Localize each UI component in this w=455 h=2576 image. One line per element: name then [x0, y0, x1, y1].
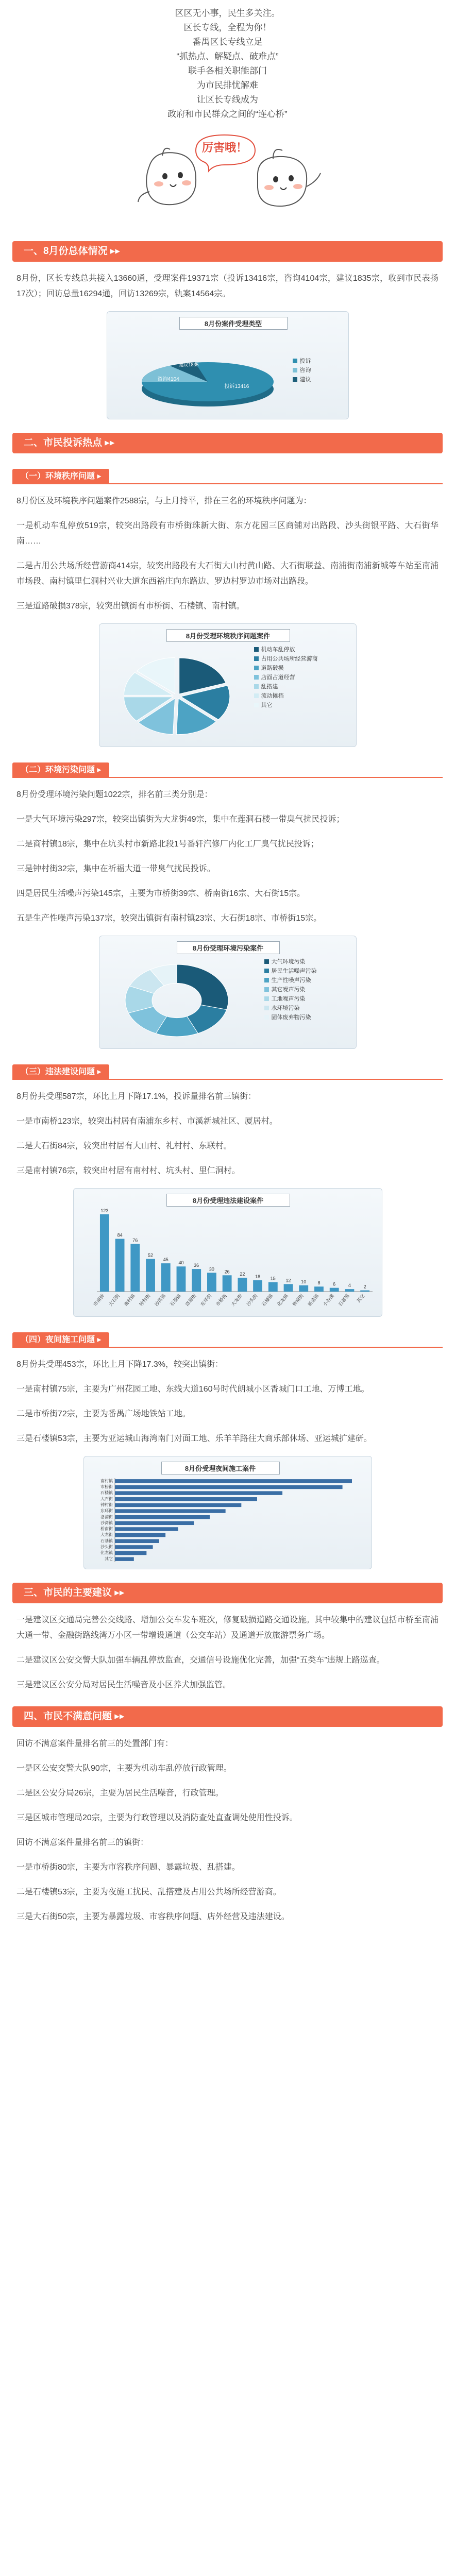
bar: [283, 1284, 293, 1292]
legend-item: [254, 654, 318, 663]
category-label: 沙湾镇: [153, 1293, 166, 1307]
legend-item: [264, 1012, 317, 1022]
overview-paragraph: 8月份，区长专线总共接入13660通，受理案件19371宗（投诉13416宗，咨询4104宗，建议1835宗，收到市民表扬17次）；回访总量16294通，回访13269宗，轨案14564宗。: [16, 274, 439, 298]
bar: [115, 1485, 343, 1489]
bar: [360, 1291, 369, 1292]
suggestion-item: 二是建议区公安交警大队加强车辆乱停放监查，交通信号设施优化完善，加强“五类车”违规上路巡查。: [16, 1656, 385, 1665]
bar: [115, 1527, 178, 1531]
intro-line: 番禺区长专线立足: [192, 37, 263, 47]
category-label: 化龙镇: [100, 1550, 113, 1555]
category-label: 大石街: [107, 1293, 121, 1307]
night-item: 三是石楼镇53宗，主要为亚运城山海湾南门对面工地、乐羊羊路往大商乐部休场、亚运城扩建研。: [16, 1434, 372, 1443]
illegal-item: 二是大石街84宗，较突出村居有大山村、礼村村、东联村。: [16, 1142, 232, 1150]
env-order-pie: [99, 624, 254, 748]
chart-legend: [264, 957, 317, 1022]
bar: [192, 1269, 201, 1292]
legend-item: [254, 682, 318, 691]
bar-value-label: 10: [300, 1279, 306, 1284]
dissatisfaction-paragraph: 回访不满意案件量排名前三的处置部门有：: [16, 1739, 174, 1748]
category-label: 小谷围: [322, 1293, 335, 1307]
subsection-header: [12, 760, 443, 778]
bar: [115, 1491, 282, 1495]
dissatisfaction-item: 二是区公安分局26宗，主要为居民生活噪音，行政管理。: [16, 1789, 224, 1798]
category-label: 石基镇: [100, 1538, 113, 1544]
bar-value-label: 2: [363, 1284, 366, 1290]
bar: [314, 1286, 324, 1292]
category-label: 新造镇: [306, 1293, 320, 1307]
night-construction-chart: [83, 1456, 372, 1569]
subsection-title: （四）夜间施工问题 ▸: [12, 1332, 109, 1348]
bar: [268, 1282, 277, 1292]
legend-label: 乱搭建: [261, 684, 278, 690]
bar: [115, 1509, 226, 1513]
category-label: 大龙街: [100, 1532, 113, 1537]
bar: [222, 1275, 231, 1292]
category-label: 南村镇: [100, 1478, 113, 1483]
chart-title: 8月份受理夜间施工案件: [161, 1462, 280, 1475]
suggestion-item: 三是建议区公安分局对居民生活噪音及小区养犬加强监管。: [16, 1681, 231, 1689]
category-label: 化龙镇: [276, 1293, 289, 1307]
bar: [299, 1285, 308, 1292]
bar-value-label: 8: [317, 1280, 320, 1286]
pie-slice-label: 咨询4104: [157, 377, 179, 382]
legend-label: 流动摊档: [261, 693, 284, 699]
section-title: 二、市民投诉热点 ▸▸: [12, 433, 443, 453]
illegal-paragraph: 8月份共受理587宗，环比上月下降17.1%，投诉量排名前三镇街：: [16, 1092, 256, 1101]
bar: [146, 1259, 155, 1292]
bar-value-label: 30: [209, 1266, 214, 1272]
category-label: 钟村街: [100, 1502, 113, 1507]
bar: [161, 1263, 170, 1292]
case-type-pie-chart: [107, 311, 349, 419]
pie-svg: [107, 312, 349, 420]
category-label: 石基镇: [168, 1293, 182, 1307]
bar: [115, 1479, 352, 1483]
legend-label: 大气环境污染: [271, 959, 306, 965]
subsection-title: （二）环境污染问题 ▸: [12, 762, 109, 778]
legend-label: 水环境污染: [271, 1005, 300, 1011]
intro-line: “抓热点、解疑点、破难点”: [176, 52, 279, 61]
legend-label: 其它噪声污染: [271, 987, 306, 993]
bar: [115, 1551, 146, 1555]
bar: [115, 1545, 153, 1549]
env-item: 二是占用公共场所经营游商414宗，较突出路段有大石街大山村黄山路、大石街联益、南浦街南浦新城等车站至南浦市场段、南村镇里仁洞村兴业大道东西裕庄向东路边、罗边村罗边市场对出路段。: [16, 562, 439, 586]
intro-line: 区长专线，全程为你！: [183, 23, 272, 32]
left-mascot-icon: [138, 148, 196, 205]
env-item: 一是机动车乱停放519宗，较突出路段有市桥街珠新大街、东方花园三区商铺对出路段、沙头街银平路、大石街华南……: [16, 521, 439, 546]
bar: [115, 1515, 210, 1519]
pollution-item: 五是生产性噪声污染137宗，较突出镇街有南村镇23宗、大石街18宗、市桥街15宗。: [16, 914, 322, 923]
bar-value-label: 18: [255, 1274, 260, 1280]
bar-value-label: 4: [348, 1283, 351, 1289]
dissatisfaction-item: 三是区城市管理局20宗，主要为行政管理以及消防查处直查调处使用性投诉。: [16, 1814, 298, 1822]
intro-text: [0, 0, 455, 122]
category-label: 石碁镇: [337, 1293, 350, 1307]
dissatisfaction-item: 二是石楼镇53宗，主要为夜施工扰民、乱搭建及占用公共场所经营游商。: [16, 1888, 281, 1896]
dissatisfaction-paragraph: 回访不满意案件量排名前三的镇街：: [16, 1838, 149, 1847]
bar: [115, 1539, 159, 1543]
legend-item: [254, 663, 318, 672]
category-label: 沙湾镇: [100, 1520, 113, 1526]
pollution-item: 四是居民生活噪声污染145宗，主要为市桥街39宗、桥南街16宗、大石街15宗。: [16, 889, 306, 898]
legend-label: 生产性噪声污染: [271, 977, 311, 984]
section-title: 四、市民不满意问题 ▸▸: [12, 1706, 443, 1727]
bar: [238, 1278, 247, 1292]
intro-line: 让区长专线成为: [197, 95, 258, 105]
pie-slice-label: 投诉13416: [224, 384, 249, 389]
bar: [115, 1521, 194, 1525]
night-item: 二是市桥街72宗，主要为番禺广场地铁站工地。: [16, 1410, 191, 1418]
illegal-item: 三是南村镇76宗，较突出村居有南村村、坑头村、里仁洞村。: [16, 1166, 240, 1175]
category-label: 东环街: [100, 1509, 113, 1514]
bar: [130, 1244, 140, 1292]
pollution-item: 三是钟村街32宗，集中在祈福大道一带臭气扰民投诉。: [16, 865, 215, 873]
suggestion-item: 一是建议区交通局完善公交线路、增加公交车发车班次，修复破损道路交通设施。其中较集中的建议包括市桥至南浦大通一带、金融街路线湾万小区一带增设通道（公交车站）及通道开放旅游票务广场。: [16, 1616, 439, 1640]
chart-title: 8月份案件受理类型: [179, 317, 288, 330]
category-label: 大石街: [100, 1496, 113, 1501]
donut-slice: [177, 964, 228, 1010]
category-label: 沙头街: [100, 1544, 113, 1549]
category-label: 其它: [104, 1556, 113, 1562]
category-label: 洛浦街: [100, 1514, 113, 1519]
category-label: 市桥街: [214, 1293, 228, 1307]
dissatisfaction-item: 一是区公安交警大队90宗，主要为机动车乱停放行政管理。: [16, 1764, 232, 1773]
bar: [115, 1239, 124, 1292]
bar: [115, 1497, 257, 1501]
right-mascot-icon: [258, 149, 321, 206]
legend-label: 店面占道经营: [261, 674, 295, 681]
category-label: 南村镇: [123, 1293, 136, 1307]
legend-item: [264, 957, 317, 966]
legend-item: [254, 700, 318, 709]
pollution-paragraph: 8月份受理环境污染问题1022宗，排名前三类分别是：: [16, 790, 213, 799]
subsection-title: （一）环境秩序问题 ▸: [12, 469, 109, 484]
bar-value-label: 6: [332, 1281, 335, 1287]
category-label: 市桥街: [100, 1484, 113, 1489]
illegal-item: 一是市南桥123宗，较突出村居有南浦东乡村、市溪新城社区、厦居村。: [16, 1117, 278, 1126]
subsection-header: [12, 467, 443, 484]
bar: [115, 1503, 241, 1507]
night-paragraph: 8月份共受理453宗，环比上月下降17.3%，较突出镇街：: [16, 1360, 223, 1369]
chart-legend: [254, 645, 318, 709]
bar: [345, 1289, 354, 1292]
bar-value-label: 36: [193, 1263, 199, 1268]
category-label: 沙头街: [245, 1293, 259, 1307]
legend-label: 居民生活噪声污染: [271, 968, 317, 974]
pie-slice-label: 建议1835: [179, 362, 199, 367]
category-label: 桥南街: [291, 1293, 305, 1307]
category-label: 东环街: [199, 1293, 212, 1307]
legend-label: 机动车乱停放: [261, 647, 295, 653]
night-bar-svg: [84, 1456, 373, 1570]
legend-item: [264, 985, 317, 994]
chart-title: 8月份受理违法建设案件: [166, 1194, 290, 1207]
mascot-illustration: [0, 130, 455, 228]
legend-item: [254, 691, 318, 700]
env-item: 三是道路破损378宗，较突出镇街有市桥街、石楼镇、南村镇。: [16, 602, 245, 611]
category-label: 石楼镇: [100, 1490, 113, 1496]
category-label: 其它: [355, 1293, 366, 1304]
legend-label: 投诉: [299, 358, 311, 364]
legend-item: [264, 994, 317, 1003]
category-label: 桥南街: [100, 1527, 113, 1532]
bar: [176, 1266, 186, 1292]
intro-line: 联手各相关职能部门: [188, 66, 267, 76]
subsection-header: [12, 1330, 443, 1348]
subsection-header: [12, 1062, 443, 1080]
bar: [115, 1557, 134, 1561]
bar-value-label: 15: [270, 1276, 276, 1281]
legend-label: 其它: [261, 702, 273, 708]
bar-value-label: 84: [117, 1232, 123, 1238]
category-label: 大龙街: [230, 1293, 243, 1307]
illegal-construction-chart: [73, 1188, 382, 1317]
intro-line: 区区无小事，民生多关注。: [175, 8, 280, 18]
section-title: 三、市民的主要建议 ▸▸: [12, 1583, 443, 1603]
bar: [207, 1273, 216, 1292]
legend-label: 咨询: [299, 367, 311, 374]
category-label: 洛浦街: [184, 1293, 197, 1307]
bar-value-label: 22: [239, 1272, 245, 1277]
bar: [99, 1214, 109, 1292]
pollution-donut: [99, 936, 254, 1049]
dissatisfaction-item: 三是大石街50宗，主要为暴露垃圾、市容秩序问题、店外经营及违法建设。: [16, 1912, 290, 1921]
night-item: 一是南村镇75宗，主要为广州花园工地、东线大道160号时代朗城小区香城门口工地、万博工地。: [16, 1385, 369, 1394]
category-label: 石楼镇: [260, 1293, 274, 1307]
legend-label: 占用公共场所经营游商: [261, 656, 318, 662]
bar-value-label: 12: [285, 1278, 291, 1283]
legend-item: [254, 672, 318, 682]
bar: [329, 1288, 339, 1292]
bar-value-label: 45: [163, 1257, 168, 1263]
chart-title: 8月份受理环境秩序问题案件: [166, 629, 290, 642]
bubble-text: 厉害哦！: [202, 141, 248, 154]
bar: [253, 1280, 262, 1292]
bar-value-label: 123: [100, 1208, 108, 1213]
category-label: 市南桥: [92, 1293, 105, 1307]
bar: [115, 1533, 165, 1537]
pollution-chart: [99, 936, 357, 1049]
env-paragraph: 8月份区及环境秩序问题案件2588宗，与上月持平，排在三名的环境秩序问题为：: [16, 497, 312, 505]
chart-legend: [293, 356, 311, 384]
env-order-chart: [99, 623, 357, 747]
bar-value-label: 52: [147, 1252, 153, 1258]
pollution-item: 一是大气环境污染297宗，较突出镇街为大龙街49宗，集中在莲洞石楼一带臭气扰民投诉；: [16, 815, 345, 824]
legend-label: 固体废弃物污染: [271, 1014, 311, 1021]
bar-value-label: 76: [132, 1238, 138, 1243]
legend-label: 道路破损: [261, 665, 284, 671]
chart-title: 8月份受理环境污染案件: [177, 941, 280, 954]
bar-value-label: 26: [224, 1269, 230, 1275]
legend-item: [264, 975, 317, 985]
intro-line: 政府和市民群众之间的“连心桥”: [167, 109, 288, 119]
bar-value-label: 40: [178, 1260, 183, 1266]
subsection-title: （三）违法建设问题 ▸: [12, 1064, 109, 1080]
category-label: 钟村街: [138, 1293, 151, 1307]
section-title: 一、8月份总体情况 ▸▸: [12, 241, 443, 262]
pollution-item: 二是商村镇18宗，集中在坑头村市新路北段1号番轩汽修厂内化工厂臭气扰民投诉；: [16, 840, 319, 849]
legend-label: 建议: [299, 377, 311, 383]
intro-line: 为市民排忧解难: [197, 80, 258, 90]
legend-item: [264, 966, 317, 975]
legend-item: [254, 645, 318, 654]
legend-item: [264, 1003, 317, 1012]
legend-label: 工地噪声污染: [271, 996, 306, 1002]
dissatisfaction-item: 一是市桥街80宗，主要为市容秩序问题、暴露垃圾、乱搭建。: [16, 1863, 240, 1872]
illegal-bar-svg: [74, 1189, 383, 1317]
